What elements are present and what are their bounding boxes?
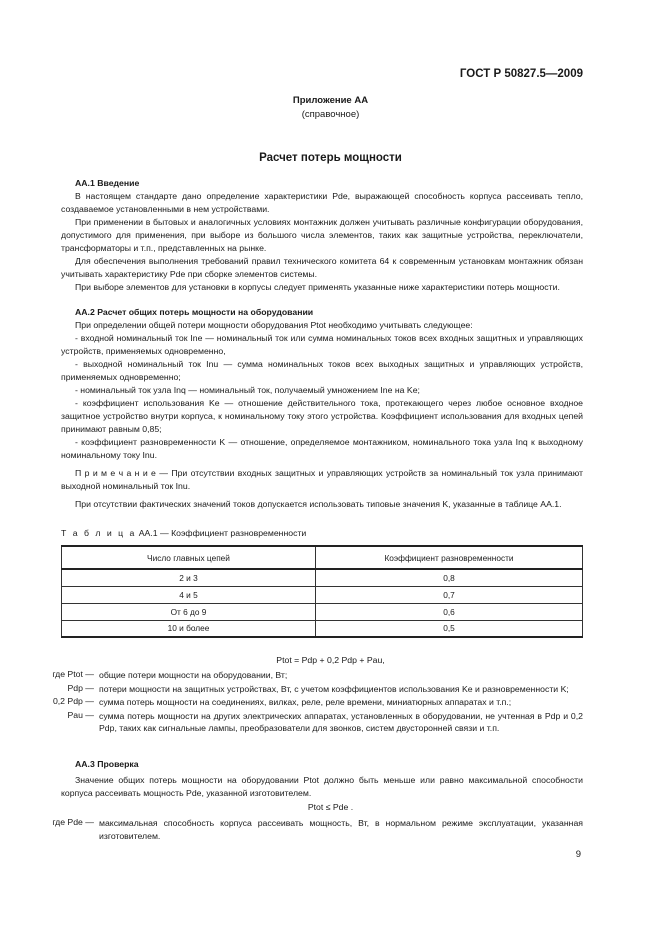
section-title: Расчет потерь мощности bbox=[259, 152, 402, 164]
list-item: - номинальный ток узла Inq — номинальный ток, получаемый умножением Ine на Ke; bbox=[75, 385, 420, 395]
definition-row bbox=[40, 710, 583, 735]
definition-row bbox=[40, 817, 583, 842]
paragraph: При выборе элементов для установки в корпусы следует применять указанные ниже характеристики потерь мощности. bbox=[75, 282, 560, 292]
table-cell: 4 и 5 bbox=[62, 586, 316, 603]
definition-text: потери мощности на защитных устройствах, Вт, с учетом коэффициентов использования Ke и разновременности K; bbox=[99, 683, 569, 694]
document-code: ГОСТ Р 50827.5—2009 bbox=[459, 68, 583, 80]
definition-text: максимальная способность корпуса рассеивать мощность, Вт, в нормальном режиме эксплуатации, указанная изготовителем. bbox=[99, 818, 583, 841]
heading-aa2: АА.2 Расчет общих потерь мощности на оборудовании bbox=[75, 307, 314, 317]
table-cell: 0,6 bbox=[316, 603, 583, 620]
note bbox=[61, 467, 583, 493]
list-item: - выходной номинальный ток Inu — сумма номинальных токов всех выходных защитных и управляющих устройств, применяемых одновременно; bbox=[61, 359, 583, 382]
list-item: - коэффициент разновременности K — отношение, определяемое монтажником, номинального тока узла Inq к выходному номинальному току Inu. bbox=[61, 437, 583, 460]
paragraph: При применении в бытовых и аналогичных условиях монтажник должен учитывать различные конфигурации оборудования, допустимого для применения, при выборе из большого числа элементов, таких как защитные устройства, переключатели, трансформаторы и т.п., представленных на рынке. bbox=[61, 217, 583, 253]
caption-label: Т а б л и ц а bbox=[61, 528, 137, 538]
definition-label: Pdp — bbox=[67, 682, 94, 693]
note-text: — При отсутствии входных защитных и управляющих устройств за номинальный ток узла принимают выходной номинальный ток Inu. bbox=[61, 468, 584, 491]
table-header-row bbox=[62, 546, 583, 569]
table-caption bbox=[61, 528, 306, 538]
table-header: Коэффициент разновременности bbox=[316, 546, 583, 569]
heading-aa1: АА.1 Введение bbox=[75, 178, 140, 188]
definition-text: сумма потерь мощности на соединениях, вилках, реле, реле времени, миниатюрных аппаратах и т.п.; bbox=[99, 697, 512, 707]
section-aa1 bbox=[61, 177, 583, 294]
section-aa2 bbox=[61, 306, 583, 511]
table-cell: От 6 до 9 bbox=[62, 603, 316, 620]
definition-label: где Ptot — bbox=[52, 669, 94, 679]
table-cell: 0,5 bbox=[316, 620, 583, 637]
definition-label: 0,2 Pdp — bbox=[52, 696, 94, 706]
note-label: П р и м е ч а н и е bbox=[75, 468, 156, 478]
heading-aa3: АА.3 Проверка bbox=[75, 759, 139, 769]
table-row bbox=[62, 569, 583, 586]
table-cell: 0,8 bbox=[316, 569, 583, 586]
table-row bbox=[62, 586, 583, 603]
definition-row bbox=[40, 696, 583, 709]
definition-label: где Pde — bbox=[52, 817, 94, 827]
list-item: - коэффициент использования Ke — отношение действительного тока, протекающего через любое основное входное защитное устройство внутри корпуса, к номинальному току этого устройства. Коэффициент использования для входных цепей принимают равным 0,85; bbox=[61, 398, 583, 434]
coefficient-table bbox=[61, 545, 583, 638]
table-cell: 0,7 bbox=[316, 586, 583, 603]
section-aa3 bbox=[61, 758, 583, 800]
appendix-title: Приложение АА bbox=[292, 95, 369, 106]
paragraph: При отсутствии фактических значений токов допускается использовать типовые значения K, указанные в таблице АА.1. bbox=[75, 499, 562, 509]
page-number: 9 bbox=[575, 849, 581, 860]
paragraph: Для обеспечения выполнения требований правил технического комитета 64 к современным установкам монтажник обязан учитывать характеристику Pde при сборке элементов системы. bbox=[61, 256, 583, 279]
definition-row bbox=[40, 669, 583, 682]
definitions bbox=[40, 669, 583, 735]
paragraph: Значение общих потерь мощности на оборудовании Ptot должно быть меньше или равно максимальной способности корпуса рассеивать мощность Pde, указанной изготовителем. bbox=[61, 775, 583, 798]
list-item: - входной номинальный ток Ine — номинальный ток или сумма номинальных токов всех входных защитных и управляющих устройств, применяемых одновременно, bbox=[61, 333, 583, 356]
table-row bbox=[62, 603, 583, 620]
table-cell: 10 и более bbox=[62, 620, 316, 637]
definition-text: общие потери мощности на оборудовании, Вт; bbox=[99, 670, 288, 680]
definition-row bbox=[40, 683, 583, 696]
table-row bbox=[62, 620, 583, 637]
paragraph: В настоящем стандарте дано определение характеристики Pde, выражающей способность корпуса рассеивать тепло, создаваемое установленными в нем устройствами. bbox=[61, 191, 583, 214]
table-cell: 2 и 3 bbox=[62, 569, 316, 586]
caption-text: АА.1 — Коэффициент разновременности bbox=[136, 528, 307, 538]
formula-ptot: Ptot = Pdp + 0,2 Pdp + Pau, bbox=[276, 655, 385, 665]
definition-text: сумма потерь мощности на других электрических аппаратах, установленных в оборудовании, не учтенная в Pdp и 0,2 Pdp, таких как сигнальные лампы, преобразователи для звонков, систем двусторонней связи и т.п. bbox=[99, 710, 583, 733]
definition-label: Pau — bbox=[67, 709, 94, 720]
formula-check: Ptot ≤ Pde . bbox=[307, 802, 354, 812]
paragraph: При определении общей потери мощности оборудования Ptot необходимо учитывать следующее: bbox=[75, 320, 473, 330]
table-header: Число главных цепей bbox=[62, 546, 316, 569]
appendix-subtitle: (справочное) bbox=[301, 109, 360, 120]
